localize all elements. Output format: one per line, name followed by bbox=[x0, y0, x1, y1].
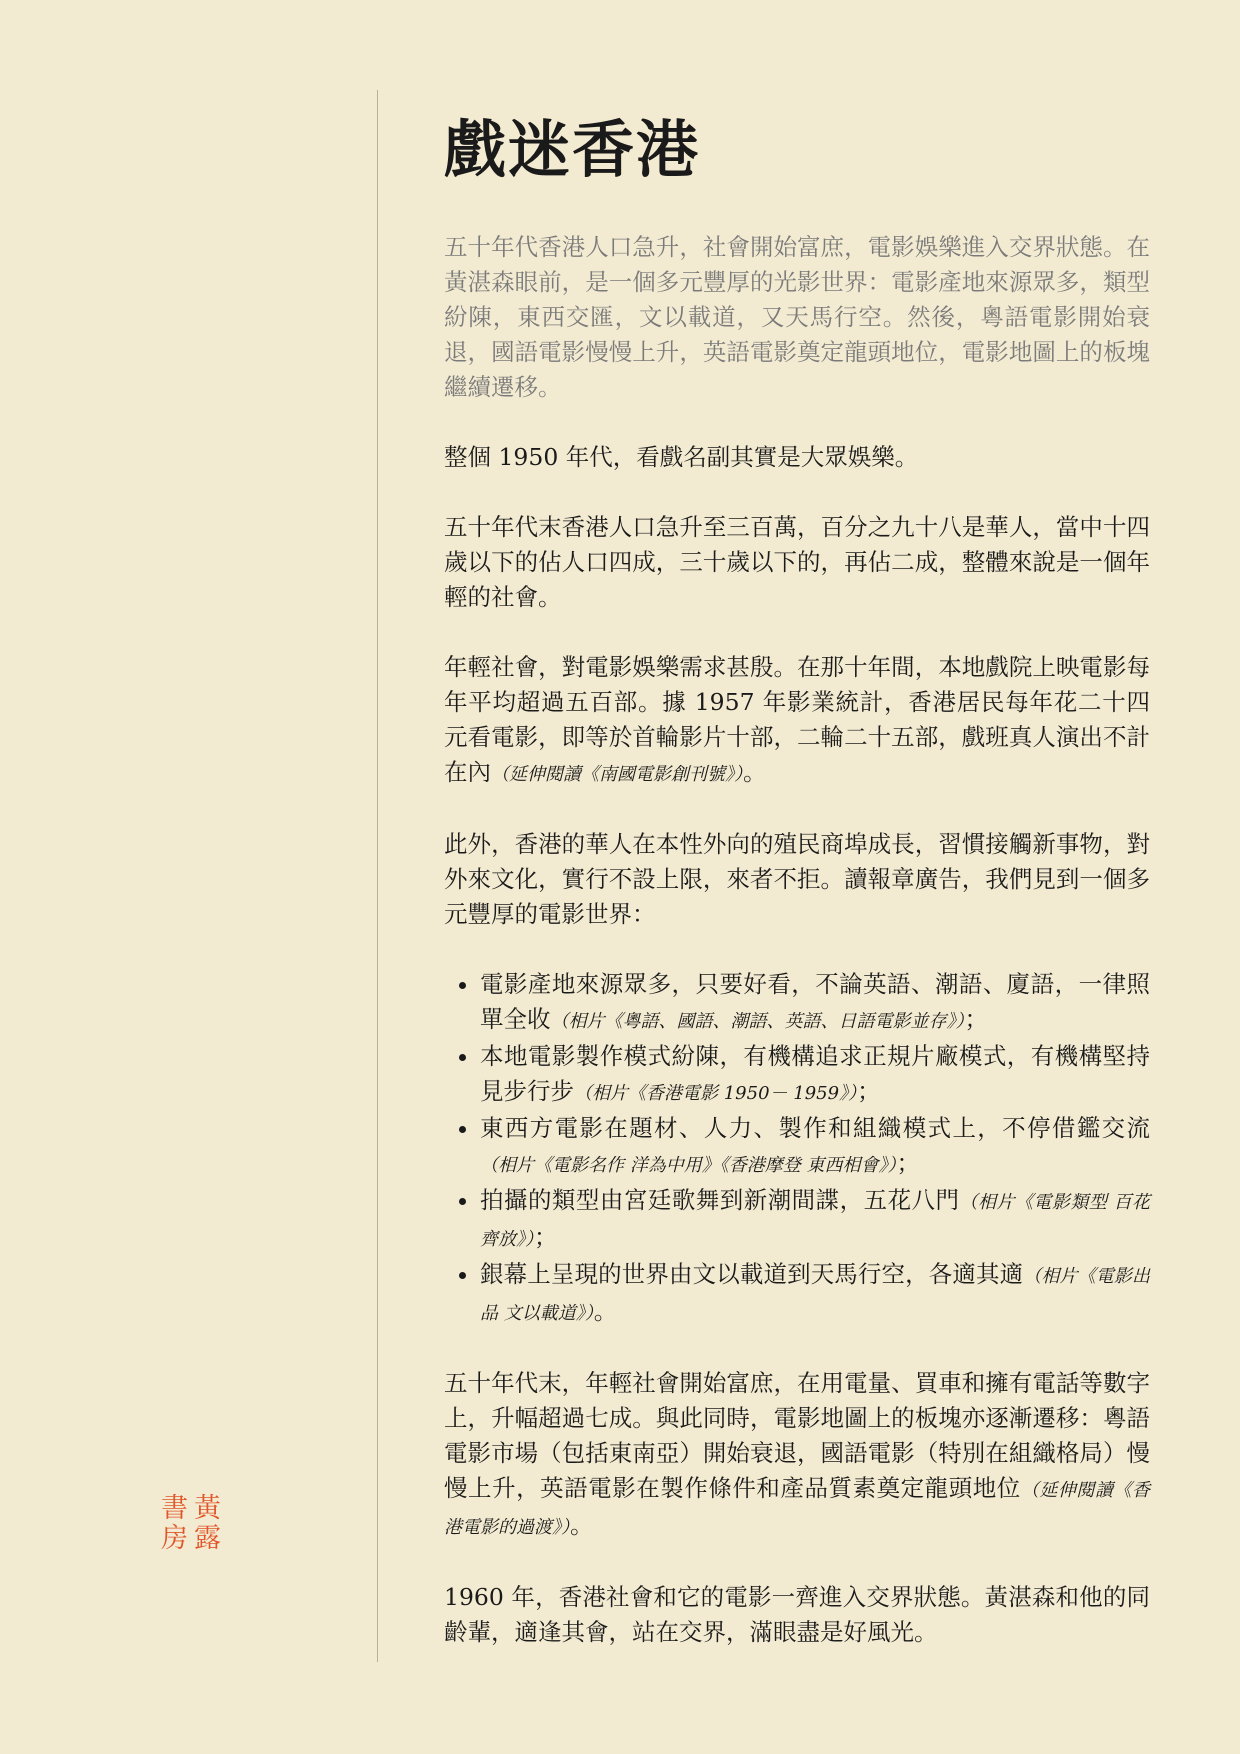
paragraph-text: 年輕社會，對電影娛樂需求甚殷。在那十年間，本地戲院上映電影每年平均超過五百部。據 1957 年影業統計，香港居民每年花二十四元看電影，即等於首輪影片十部，二輪二十五部，戲班真人演出不計在內 bbox=[444, 653, 1150, 786]
list-item-text: 拍攝的類型由宮廷歌舞到新潮間諜，五花八門 bbox=[480, 1186, 960, 1214]
list-item-end: 。 bbox=[593, 1297, 618, 1325]
paragraph-6: 1960 年，香港社會和它的電影一齊進入交界狀態。黃湛森和他的同齡輩，適逢其會，站在交界，滿眼盡是好風光。 bbox=[444, 1583, 1150, 1646]
photo-reference: （相片《電影名作 洋為中用》《香港摩登 東西相會》） bbox=[480, 1155, 897, 1176]
seal-char: 書 bbox=[161, 1493, 188, 1524]
list-item bbox=[480, 1111, 1150, 1183]
list-item bbox=[480, 967, 1150, 1039]
photo-reference: （相片《電影出品 文以載道》） bbox=[480, 1266, 1151, 1324]
reading-reference: （延伸閱讀《香港電影的過渡》） bbox=[444, 1480, 1151, 1538]
seal-char: 露 bbox=[194, 1523, 221, 1554]
paragraph-1: 整個 1950 年代，看戲名副其實是大眾娛樂。 bbox=[444, 443, 919, 471]
list-item bbox=[480, 1183, 1150, 1257]
paragraph-4: 此外，香港的華人在本性外向的殖民商埠成長，習慣接觸新事物，對外來文化，實行不設上限，來者不拒。讀報章廣告，我們見到一個多元豐厚的電影世界： bbox=[444, 830, 1150, 928]
list-item-text: 東西方電影在題材、人力、製作和組織模式上，不停借鑑交流 bbox=[480, 1114, 1150, 1142]
seal-stamp bbox=[158, 1494, 224, 1554]
article-title: 戲迷香港 bbox=[444, 113, 701, 186]
list-item-end: ； bbox=[857, 1077, 881, 1105]
photo-reference: （相片《粵語、國語、潮語、英語、日語電影並存》） bbox=[550, 1011, 965, 1032]
lead-paragraph: 五十年代香港人口急升，社會開始富庶，電影娛樂進入交界狀態。在黃湛森眼前，是一個多元豐厚的光影世界：電影產地來源眾多，類型紛陳，東西交匯，文以載道，又天馬行空。然後，粵語電影開始衰退，國語電影慢慢上升，英語電影奠定龍頭地位，電影地圖上的板塊繼續遷移。 bbox=[444, 233, 1150, 401]
paragraph-text: 五十年代末，年輕社會開始富庶，在用電量、買車和擁有電話等數字上，升幅超過七成。與此同時，電影地圖上的板塊亦逐漸遷移：粵語電影市場（包括東南亞）開始衰退，國語電影（特別在組織格局）慢慢上升，英語電影在製作條件和產品質素奠定龍頭地位 bbox=[444, 1369, 1150, 1502]
paragraph-5 bbox=[444, 1366, 1150, 1545]
article-body bbox=[444, 110, 1150, 1685]
list-item-text: 電影產地來源眾多，只要好看，不論英語、潮語、廈語，一律照單全收 bbox=[480, 970, 1150, 1033]
list-item-end: ； bbox=[964, 1005, 988, 1033]
reading-reference: （延伸閱讀《南國電影創刊號》） bbox=[491, 764, 743, 785]
seal-char: 黃 bbox=[194, 1493, 221, 1524]
seal-char: 房 bbox=[161, 1523, 188, 1554]
bullet-list bbox=[444, 967, 1150, 1331]
photo-reference: （相片《香港電影 1950－ 1959》） bbox=[574, 1083, 858, 1104]
paragraph-3 bbox=[444, 650, 1150, 792]
list-item bbox=[480, 1039, 1150, 1111]
list-item-end: ； bbox=[896, 1149, 920, 1177]
paragraph-2: 五十年代末香港人口急升至三百萬，百分之九十八是華人，當中十四歲以下的佔人口四成，三十歲以下的，再佔二成，整體來說是一個年輕的社會。 bbox=[444, 513, 1150, 611]
vertical-divider bbox=[377, 90, 378, 1662]
paragraph-end: 。 bbox=[743, 758, 767, 786]
photo-reference: （相片《電影類型 百花齊放》） bbox=[480, 1192, 1150, 1250]
list-item-text: 銀幕上呈現的世界由文以載道到天馬行空，各適其適 bbox=[480, 1260, 1024, 1288]
list-item-text: 本地電影製作模式紛陳，有機構追求正規片廠模式，有機構堅持見步行步 bbox=[480, 1042, 1150, 1105]
list-item bbox=[480, 1257, 1150, 1331]
paragraph-end: 。 bbox=[570, 1511, 594, 1539]
list-item-end: ； bbox=[534, 1223, 558, 1251]
